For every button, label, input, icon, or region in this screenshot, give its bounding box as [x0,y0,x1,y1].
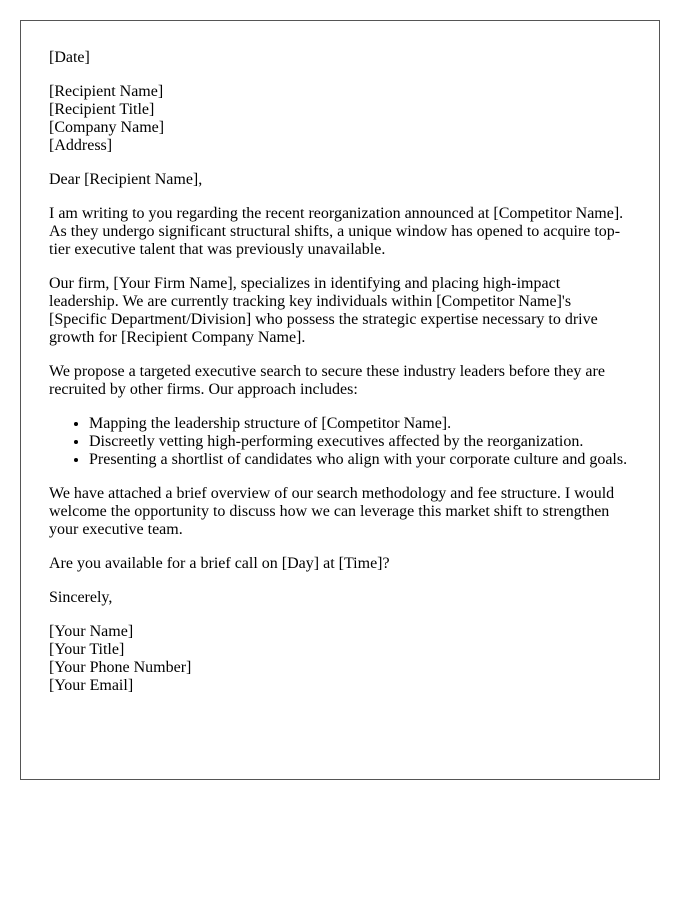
body-paragraph-proposal: We propose a targeted executive search to secure these industry leaders before they are recruited by other firms. Our approach includes: [49,363,605,398]
sender-signature-block [49,623,631,695]
sender-email: [Your Email] [49,677,134,694]
body-paragraph-call-request: Are you available for a brief call on [Day] at [Time]? [49,555,390,572]
recipient-address: [Address] [49,137,113,154]
body-paragraph-intro: I am writing to you regarding the recent reorganization announced at [Competitor Name]. As they undergo significant structural shifts, a unique window has opened to acquire top-tier executive talent that was previously unavailable. [49,205,624,258]
salutation: Dear [Recipient Name], [49,171,203,188]
letter-page [20,20,660,780]
body-paragraph-attachment: We have attached a brief overview of our search methodology and fee structure. I would welcome the opportunity to discuss how we can leverage this market shift to strengthen your executive team. [49,485,615,538]
recipient-address-block [49,83,631,155]
list-item: • Presenting a shortlist of candidates who align with your corporate culture and goals. [89,451,631,469]
sender-title: [Your Title] [49,641,125,658]
date-text: [Date] [49,49,90,66]
recipient-company: [Company Name] [49,119,165,136]
list-item: • Discreetly vetting high-performing executives affected by the reorganization. [89,433,631,451]
list-item: • Mapping the leadership structure of [Competitor Name]. [89,415,631,433]
letter-date [49,49,631,67]
sender-name: [Your Name] [49,623,134,640]
recipient-name: [Recipient Name] [49,83,164,100]
body-paragraph-firm: Our firm, [Your Firm Name], specializes in identifying and placing high-impact leadership. We are currently tracking key individuals within [Competitor Name]'s [Specific Department/Division] who possess the strategic expertise necessary to drive growth for [Recipient Company Name]. [49,275,598,346]
sign-off: Sincerely, [49,589,113,606]
recipient-title: [Recipient Title] [49,101,155,118]
sender-phone: [Your Phone Number] [49,659,192,676]
approach-list [49,415,631,469]
